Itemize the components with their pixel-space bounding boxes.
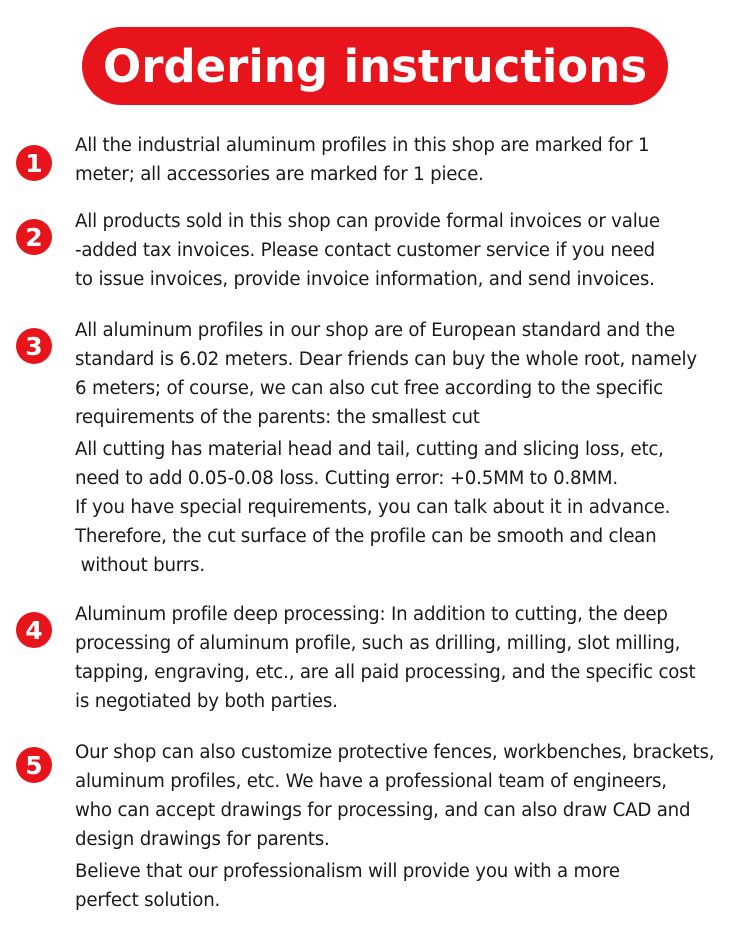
text-line: Therefore, the cut surface of the profile can be smooth and clean bbox=[75, 526, 657, 547]
text-line: Aluminum profile deep processing: In addition to cutting, the deep bbox=[75, 604, 668, 625]
text-line: meter; all accessories are marked for 1 piece. bbox=[75, 164, 484, 185]
instruction-text bbox=[75, 207, 740, 294]
text-line: need to add 0.05-0.08 loss. Cutting error: +0.5MM to 0.8MM. bbox=[75, 468, 618, 489]
text-line: 6 meters; of course, we can also cut free according to the specific bbox=[75, 378, 663, 399]
text-line: standard is 6.02 meters. Dear friends can buy the whole root, namely bbox=[75, 349, 697, 370]
text-line: without burrs. bbox=[75, 555, 205, 576]
number-badge: 2 bbox=[16, 219, 52, 255]
title-banner bbox=[82, 27, 668, 105]
instruction-text bbox=[75, 131, 740, 189]
text-line: aluminum profiles, etc. We have a professional team of engineers, bbox=[75, 771, 667, 792]
instruction-text bbox=[75, 738, 740, 915]
number-badge: 4 bbox=[16, 612, 52, 648]
page-title: Ordering instructions bbox=[102, 39, 648, 93]
instruction-text bbox=[75, 316, 740, 580]
text-line: All the industrial aluminum profiles in this shop are marked for 1 bbox=[75, 135, 650, 156]
text-line: who can accept drawings for processing, and can also draw CAD and bbox=[75, 800, 691, 821]
number-badge: 5 bbox=[16, 747, 52, 783]
text-line: tapping, engraving, etc., are all paid processing, and the specific cost bbox=[75, 662, 696, 683]
text-line: Our shop can also customize protective fences, workbenches, brackets, bbox=[75, 742, 715, 763]
text-line: perfect solution. bbox=[75, 890, 221, 911]
text-line: processing of aluminum profile, such as drilling, milling, slot milling, bbox=[75, 633, 681, 654]
text-line: requirements of the parents: the smallest cut bbox=[75, 407, 480, 428]
text-line: design drawings for parents. bbox=[75, 829, 330, 850]
text-line: is negotiated by both parties. bbox=[75, 691, 338, 712]
text-line: All products sold in this shop can provide formal invoices or value bbox=[75, 211, 660, 232]
text-line: -added tax invoices. Please contact customer service if you need bbox=[75, 240, 655, 261]
text-line: All cutting has material head and tail, cutting and slicing loss, etc, bbox=[75, 439, 664, 460]
instruction-text bbox=[75, 600, 740, 716]
text-line: to issue invoices, provide invoice information, and send invoices. bbox=[75, 269, 655, 290]
text-line: If you have special requirements, you can talk about it in advance. bbox=[75, 497, 671, 518]
number-badge: 1 bbox=[16, 145, 52, 181]
text-line: All aluminum profiles in our shop are of European standard and the bbox=[75, 320, 675, 341]
number-badge: 3 bbox=[16, 328, 52, 364]
text-line: Believe that our professionalism will provide you with a more bbox=[75, 861, 620, 882]
